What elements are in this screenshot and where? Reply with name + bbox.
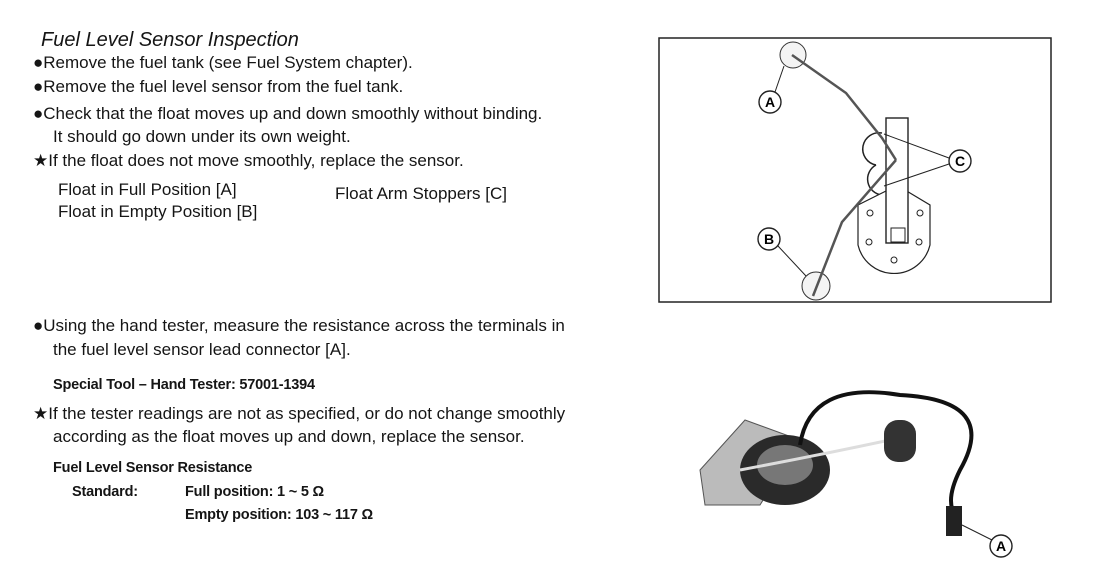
figure-label-a: A bbox=[764, 94, 776, 110]
note-text: ★If the tester readings are not as specified, or do not change smoothly bbox=[33, 404, 566, 423]
step-text: ●Using the hand tester, measure the resistance across the terminals in bbox=[33, 316, 565, 335]
step-text: ●Remove the fuel level sensor from the fuel tank. bbox=[33, 77, 404, 96]
special-tool: Special Tool – Hand Tester: 57001-1394 bbox=[53, 377, 315, 393]
full-position-spec: Full position: 1 ~ 5 Ω bbox=[185, 484, 324, 500]
standard-label: Standard: bbox=[72, 484, 138, 500]
legend-b: Float in Empty Position [B] bbox=[58, 202, 258, 221]
step-text: the fuel level sensor lead connector [A]. bbox=[53, 340, 351, 359]
note-text: according as the float moves up and down, replace the sensor. bbox=[53, 427, 525, 446]
step-text: ●Remove the fuel tank (see Fuel System chapter). bbox=[33, 53, 413, 72]
section-title: Fuel Level Sensor Inspection bbox=[41, 29, 299, 51]
photo-label-a: A bbox=[995, 538, 1007, 554]
step-text: It should go down under its own weight. bbox=[53, 127, 351, 146]
step-text: ●Check that the float moves up and down smoothly without binding. bbox=[33, 104, 543, 123]
note-text: ★If the float does not move smoothly, replace the sensor. bbox=[33, 151, 464, 170]
spec-title: Fuel Level Sensor Resistance bbox=[53, 460, 253, 476]
legend-c: Float Arm Stoppers [C] bbox=[335, 184, 507, 203]
figure-label-b: B bbox=[763, 231, 775, 247]
empty-position-spec: Empty position: 103 ~ 117 Ω bbox=[185, 507, 373, 523]
legend-a: Float in Full Position [A] bbox=[58, 180, 237, 199]
figure-label-c: C bbox=[954, 153, 966, 169]
